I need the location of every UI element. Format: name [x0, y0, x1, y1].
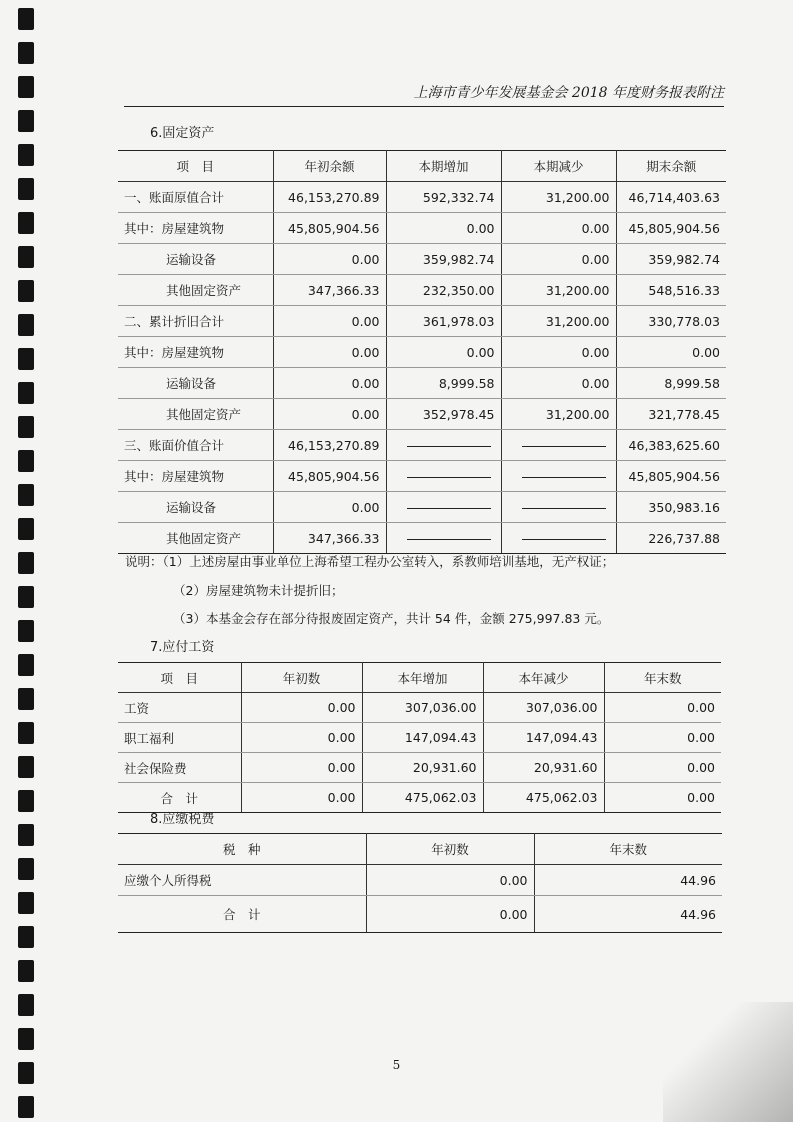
amount-cell [386, 523, 501, 554]
col-header: 年末数 [604, 663, 721, 693]
page-number: 5 [392, 1058, 401, 1072]
row-label: 其他固定资产 [118, 275, 273, 306]
amount-cell: 359,982.74 [386, 244, 501, 275]
amount-cell [386, 461, 501, 492]
amount-cell: 46,714,403.63 [616, 182, 726, 213]
amount-cell: 0.00 [273, 337, 386, 368]
amount-cell: 592,332.74 [386, 182, 501, 213]
page-header: 上海市青少年发展基金会 2018 年度财务报表附注 [124, 82, 724, 107]
amount-cell: 0.00 [241, 693, 362, 723]
amount-cell: 0.00 [604, 693, 721, 723]
amount-cell: 475,062.03 [362, 783, 483, 813]
note-2: （2）房屋建筑物未计提折旧； [173, 583, 344, 598]
amount-cell: 0.00 [273, 399, 386, 430]
amount-cell: 0.00 [366, 865, 534, 896]
fixed-assets-table [118, 150, 726, 554]
blank-line [522, 446, 606, 447]
note-3: （3）本基金会存在部分待报废固定资产，共计 54 件，金额 275,997.83 元。 [173, 611, 610, 626]
col-header: 期末余额 [616, 151, 726, 182]
amount-cell: 45,805,904.56 [616, 461, 726, 492]
row-label: 社会保险费 [118, 753, 241, 783]
table-row [118, 430, 726, 461]
row-label: 运输设备 [118, 244, 273, 275]
note-1: 说明：（1）上述房屋由事业单位上海希望工程办公室转入，系教师培训基地，无产权证； [125, 554, 615, 569]
table-row [118, 492, 726, 523]
amount-cell: 46,153,270.89 [273, 182, 386, 213]
blank-line [522, 508, 606, 509]
col-header: 本期增加 [386, 151, 501, 182]
row-label: 三、账面价值合计 [118, 430, 273, 461]
col-header: 年初余额 [273, 151, 386, 182]
amount-cell: 45,805,904.56 [273, 461, 386, 492]
row-label: 运输设备 [118, 368, 273, 399]
row-label: 其他固定资产 [118, 523, 273, 554]
amount-cell: 307,036.00 [362, 693, 483, 723]
amount-cell: 0.00 [501, 244, 616, 275]
row-label: 其他固定资产 [118, 399, 273, 430]
amount-cell: 147,094.43 [483, 723, 604, 753]
row-label: 合 计 [118, 783, 241, 813]
row-label: 工资 [118, 693, 241, 723]
amount-cell: 0.00 [501, 213, 616, 244]
col-header: 税 种 [118, 834, 366, 865]
col-header: 项 目 [118, 663, 241, 693]
blank-line [407, 477, 491, 478]
amount-cell: 31,200.00 [501, 399, 616, 430]
amount-cell: 147,094.43 [362, 723, 483, 753]
amount-cell: 8,999.58 [616, 368, 726, 399]
amount-cell: 44.96 [534, 896, 722, 933]
amount-cell: 31,200.00 [501, 275, 616, 306]
section-title-taxes: 8.应缴税费 [150, 812, 215, 827]
section-title-wages: 7.应付工资 [150, 640, 215, 655]
amount-cell: 226,737.88 [616, 523, 726, 554]
amount-cell: 45,805,904.56 [273, 213, 386, 244]
amount-cell: 45,805,904.56 [616, 213, 726, 244]
amount-cell: 232,350.00 [386, 275, 501, 306]
amount-cell: 0.00 [501, 368, 616, 399]
row-label: 一、账面原值合计 [118, 182, 273, 213]
row-label: 其中：房屋建筑物 [118, 337, 273, 368]
amount-cell: 359,982.74 [616, 244, 726, 275]
col-header: 本年减少 [483, 663, 604, 693]
scan-shadow [663, 1002, 793, 1122]
amount-cell: 0.00 [273, 306, 386, 337]
blank-line [407, 446, 491, 447]
amount-cell [501, 492, 616, 523]
table-row [118, 275, 726, 306]
col-header: 年末数 [534, 834, 722, 865]
amount-cell: 0.00 [616, 337, 726, 368]
amount-cell: 347,366.33 [273, 523, 386, 554]
table-row [118, 865, 722, 896]
amount-cell: 46,153,270.89 [273, 430, 386, 461]
col-header: 年初数 [366, 834, 534, 865]
amount-cell: 0.00 [273, 492, 386, 523]
amount-cell: 0.00 [273, 244, 386, 275]
amount-cell: 0.00 [604, 783, 721, 813]
table-header-row [118, 834, 722, 865]
amount-cell: 475,062.03 [483, 783, 604, 813]
amount-cell: 46,383,625.60 [616, 430, 726, 461]
table-row [118, 523, 726, 554]
table-row [118, 182, 726, 213]
amount-cell: 31,200.00 [501, 182, 616, 213]
blank-line [522, 477, 606, 478]
table-header-row [118, 151, 726, 182]
wages-table [118, 662, 721, 813]
table-row [118, 693, 721, 723]
amount-cell: 361,978.03 [386, 306, 501, 337]
col-header: 本年增加 [362, 663, 483, 693]
row-label: 其中：房屋建筑物 [118, 213, 273, 244]
amount-cell: 20,931.60 [483, 753, 604, 783]
blank-line [522, 539, 606, 540]
blank-line [407, 508, 491, 509]
table-row [118, 753, 721, 783]
amount-cell: 0.00 [241, 723, 362, 753]
section-title-fixed-assets: 6.固定资产 [150, 126, 215, 141]
amount-cell: 350,983.16 [616, 492, 726, 523]
amount-cell: 548,516.33 [616, 275, 726, 306]
table-row [118, 244, 726, 275]
amount-cell: 352,978.45 [386, 399, 501, 430]
row-label: 二、累计折旧合计 [118, 306, 273, 337]
table-header-row [118, 663, 721, 693]
row-label: 职工福利 [118, 723, 241, 753]
amount-cell: 347,366.33 [273, 275, 386, 306]
amount-cell: 0.00 [386, 213, 501, 244]
col-header: 年初数 [241, 663, 362, 693]
table-row [118, 896, 722, 933]
amount-cell: 0.00 [501, 337, 616, 368]
row-label: 合 计 [118, 896, 366, 933]
table-row [118, 461, 726, 492]
col-header: 本期减少 [501, 151, 616, 182]
row-label: 运输设备 [118, 492, 273, 523]
amount-cell: 0.00 [241, 783, 362, 813]
amount-cell: 307,036.00 [483, 693, 604, 723]
amount-cell [386, 430, 501, 461]
amount-cell: 0.00 [386, 337, 501, 368]
amount-cell: 0.00 [273, 368, 386, 399]
row-label: 应缴个人所得税 [118, 865, 366, 896]
amount-cell: 44.96 [534, 865, 722, 896]
table-row [118, 399, 726, 430]
amount-cell: 0.00 [241, 753, 362, 783]
table-row [118, 306, 726, 337]
table-row [118, 723, 721, 753]
amount-cell [501, 461, 616, 492]
amount-cell: 321,778.45 [616, 399, 726, 430]
amount-cell: 0.00 [604, 753, 721, 783]
amount-cell [501, 430, 616, 461]
amount-cell: 20,931.60 [362, 753, 483, 783]
taxes-table [118, 833, 722, 933]
table-row [118, 368, 726, 399]
col-header: 项 目 [118, 151, 273, 182]
amount-cell [501, 523, 616, 554]
amount-cell: 8,999.58 [386, 368, 501, 399]
amount-cell [386, 492, 501, 523]
amount-cell: 330,778.03 [616, 306, 726, 337]
amount-cell: 0.00 [366, 896, 534, 933]
blank-line [407, 539, 491, 540]
table-row [118, 213, 726, 244]
table-row [118, 337, 726, 368]
amount-cell: 31,200.00 [501, 306, 616, 337]
row-label: 其中：房屋建筑物 [118, 461, 273, 492]
amount-cell: 0.00 [604, 723, 721, 753]
